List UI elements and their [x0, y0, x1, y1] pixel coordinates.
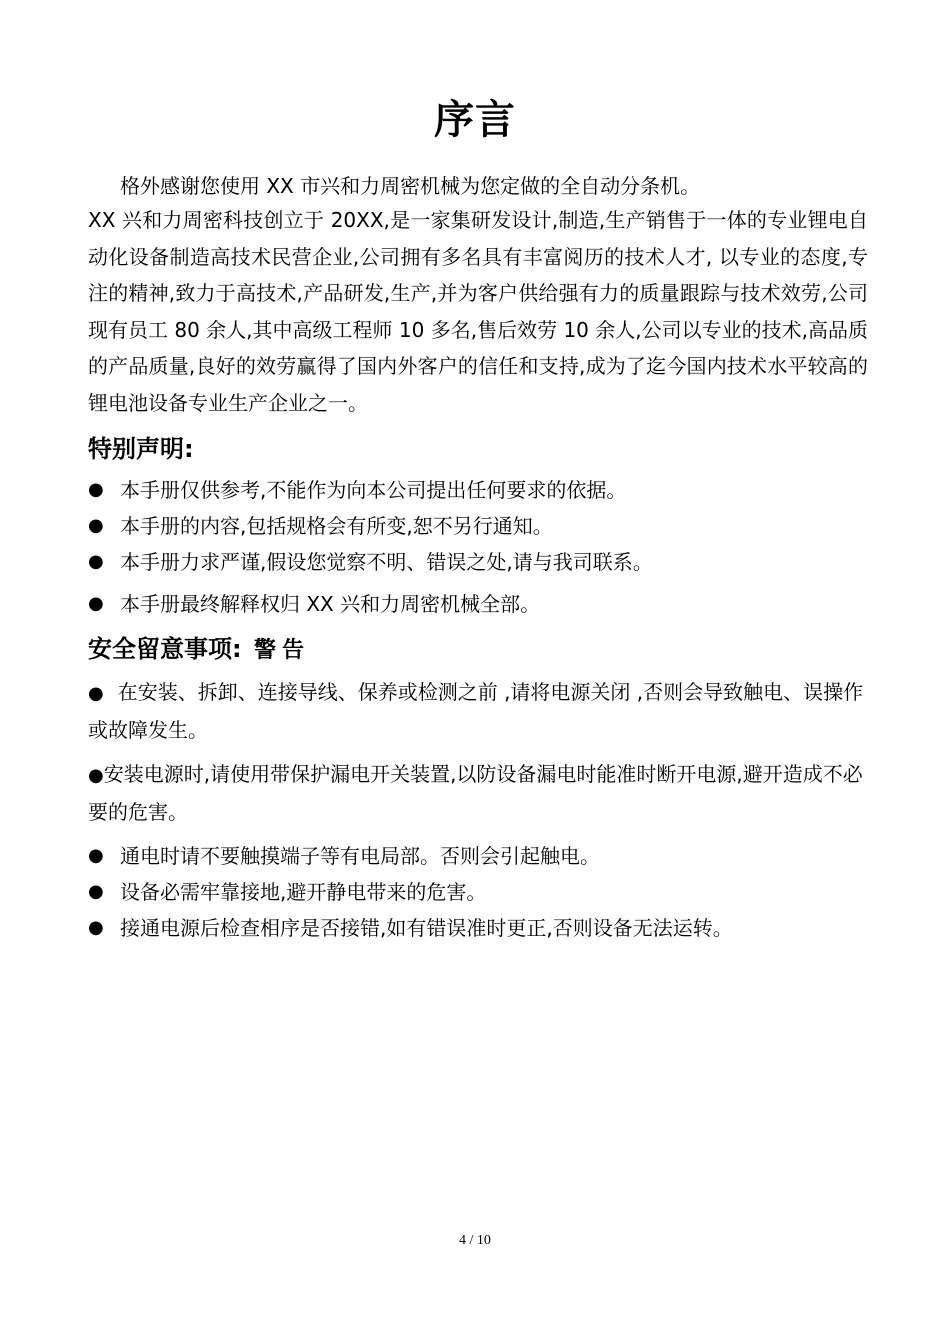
list-item-text: 本手册仅供参考,不能作为向本公司提出任何要求的依据。 — [120, 477, 627, 502]
list-item-text: 本手册最终解释权归 XX 兴和力周密机械全部。 — [120, 591, 541, 616]
list-item-text: 本手册的内容,包括规格会有所变,恕不另行通知。 — [120, 513, 553, 538]
list-item — [88, 874, 868, 910]
list-item — [88, 508, 868, 544]
list-item — [88, 756, 868, 830]
intro-paragraph: XX 兴和力周密科技创立于 20XX,是一家集研发设计,制造,生产销售于一体的专业锂电自动化设备制造高技术民营企业,公司拥有多名具有丰富阅历的技术人才, 以专业的态度,专注的精神,致力于高技术,产品研发,生产,并为客户供给强有力的质量跟踪与技术效劳,公司现有员工 80 余人,其中高级工程师 10 多名,售后效劳 10 余人,公司以专业的技术,高品质的产品质量,良好的效劳赢得了国内外客户的信任和支持,成为了迄今国内技术水平较高的锂电池设备专业生产企业之一。 — [88, 208, 868, 415]
special-statement-list — [88, 472, 868, 622]
safety-heading-text: 安全留意事项: — [88, 634, 242, 663]
bullet-icon: ● — [88, 880, 104, 902]
list-item-text: 接通电源后检查相序是否接错,如有错误准时更正,否则设备无法运转。 — [120, 915, 733, 940]
list-item — [88, 910, 868, 946]
list-item-text: 通电时请不要触摸端子等有电局部。否则会引起触电。 — [120, 843, 600, 868]
list-item-text: 安装电源时,请使用带保护漏电开关装置,以防设备漏电时能准时断开电源,避开造成不必要的危害。 — [88, 761, 863, 824]
list-item-text: 在安装、拆卸、连接导线、保养或检测之前 ,请将电源关闭 ,否则会导致触电、误操作或故障发生。 — [88, 679, 864, 742]
intro-first-line: 格外感谢您使用 XX 市兴和力周密机械为您定做的全自动分条机。 — [120, 174, 701, 198]
list-item — [88, 472, 868, 508]
bullet-icon: ● — [88, 764, 104, 786]
list-item-text: 本手册力求严谨,假设您觉察不明、错误之处,请与我司联系。 — [120, 549, 653, 574]
list-item — [88, 838, 868, 874]
list-item — [88, 674, 868, 748]
document-content — [88, 170, 868, 946]
bullet-icon: ● — [88, 478, 104, 500]
safety-list — [88, 674, 868, 946]
bullet-icon: ● — [88, 682, 104, 704]
list-item — [88, 586, 868, 622]
bullet-icon: ● — [88, 592, 104, 614]
bullet-icon: ● — [88, 550, 104, 572]
bullet-icon: ● — [88, 844, 104, 866]
bullet-icon: ● — [88, 514, 104, 536]
list-item-text: 设备必需牢靠接地,避开静电带来的危害。 — [120, 879, 487, 904]
warning-label: 警告 — [253, 637, 310, 663]
safety-heading — [88, 632, 868, 668]
page-title: 序言 — [434, 97, 516, 143]
bullet-icon: ● — [88, 916, 104, 938]
special-statement-heading: 特别声明: — [88, 434, 194, 463]
page-number: 4 / 10 — [459, 1233, 491, 1248]
list-item — [88, 544, 868, 580]
